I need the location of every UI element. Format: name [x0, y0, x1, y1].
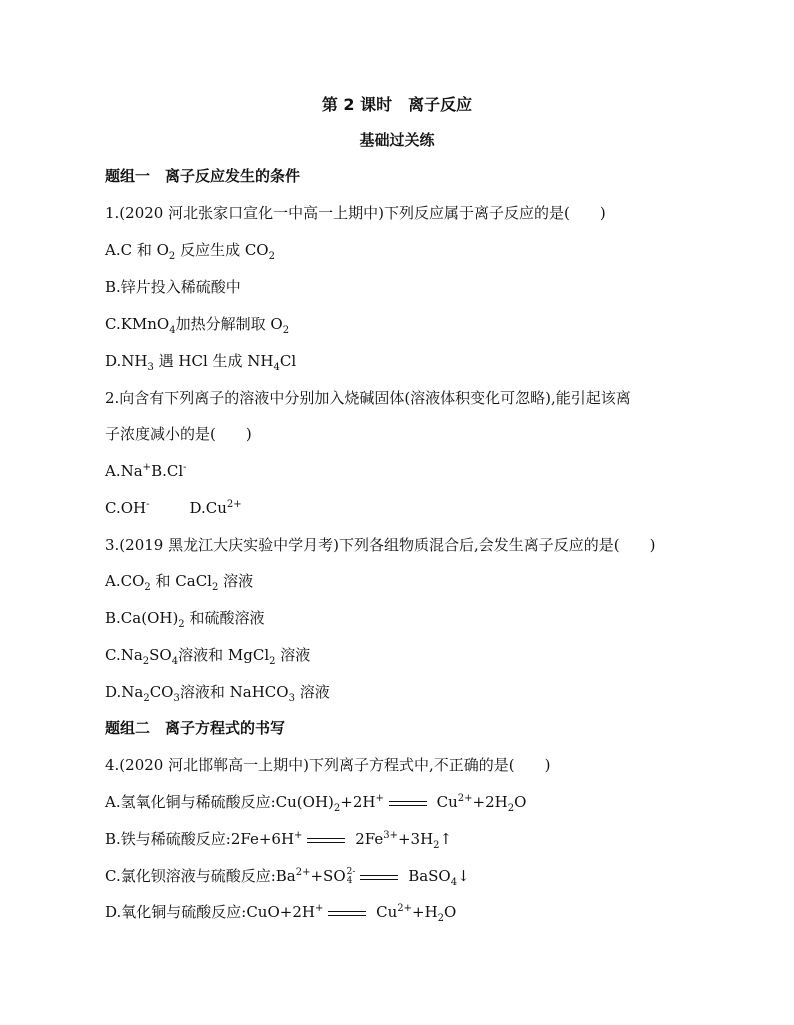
- question-4-option-d: D.氧化铜与硫酸反应:CuO+2H+ $Cu^{2+}+H_2O$: [105, 903, 457, 924]
- question-3-stem: 3.(2019 黑龙江大庆实验中学月考)下列各组物质混合后,会发生离子反应的是( ): [105, 536, 656, 554]
- question-1-option-d: $D.NH_3$ 遇 HCl 生成 $NH_4Cl$: [105, 352, 297, 373]
- question-3-option-a: $A.CO_2$ 和 CaCl$_2$ 溶液: [105, 572, 254, 593]
- question-1-option-a: A.C 和 $O_2$ 反应生成 $CO_2$: [105, 241, 275, 262]
- section-subtitle: 基础过关练: [359, 131, 435, 149]
- question-1-option-b: B.锌片投入稀硫酸中: [105, 278, 241, 296]
- equals-sign: [328, 911, 366, 916]
- question-4-option-c: C.氯化钡溶液与硫酸反应$:Ba^{2+}+SO$ 2- 4 BaSO$_4$↓: [105, 867, 470, 888]
- page-title: 第 2 课时 离子反应: [321, 95, 473, 114]
- question-1-stem: 1.(2020 河北张家口宣化一中高一上期中)下列反应属于离子反应的是( ): [105, 204, 606, 222]
- question-2-options-ab: A.Na+B.Cl-: [105, 462, 187, 480]
- question-2-options-cd: C.OH- $D.Cu^{2+}$: [105, 499, 242, 517]
- group-heading-1: 题组一 离子反应发生的条件: [105, 167, 301, 185]
- group-heading-2: 题组二 离子方程式的书写: [105, 719, 286, 737]
- question-3-option-b: $B.Ca(OH)_2$ 和硫酸溶液: [105, 609, 265, 630]
- question-4-option-a: A.氢氧化铜与稀硫酸反应$:Cu(OH)_2+2H^+$ $Cu^{2+}+2H_2O$: [105, 793, 527, 814]
- question-3-option-d: $D.Na_2CO_3$溶液和 NaHCO$_3$ 溶液: [105, 683, 330, 704]
- question-2-stem-line-1: 2.向含有下列离子的溶液中分别加入烧碱固体(溶液体积变化可忽略),能引起该离: [105, 389, 631, 407]
- question-4-stem: 4.(2020 河北邯郸高一上期中)下列离子方程式中,不正确的是( ): [105, 756, 551, 774]
- equals-sign: [307, 838, 345, 843]
- equals-sign: [360, 875, 398, 880]
- question-2-stem-line-2: 子浓度减小的是( ): [105, 425, 252, 443]
- equals-sign: [389, 801, 427, 806]
- sulfate-charge-stack: 2- 4: [346, 867, 356, 886]
- question-3-option-c: $C.Na_2SO_4$溶液和 MgCl$_2$ 溶液: [105, 646, 311, 667]
- question-1-option-c: C.KMnO$_4$加热分解制取 $O_2$: [105, 315, 290, 336]
- question-4-option-b: B.铁与稀硫酸反应:2Fe+6H+ $2Fe^{3+}+3H_2↑$: [105, 830, 453, 851]
